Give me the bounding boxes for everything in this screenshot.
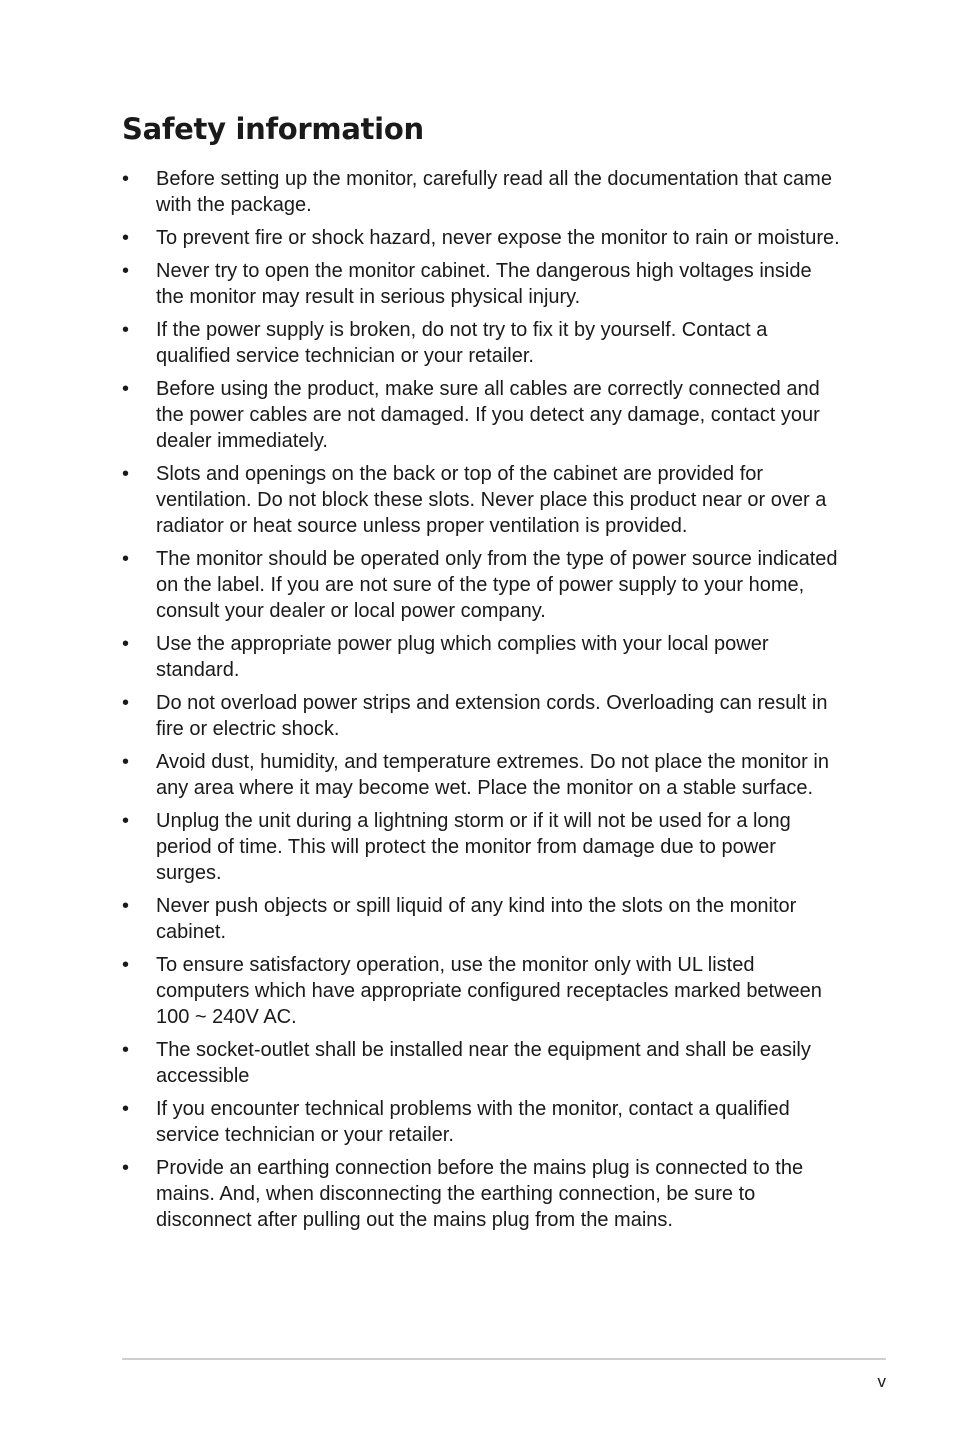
list-item-text: To ensure satisfactory operation, use the monitor only with UL listed computers which have appropriate configured receptacles marked between 100 ~ 240V AC. <box>156 954 822 1028</box>
bullet-icon: • <box>122 463 130 485</box>
list-item <box>122 1096 842 1148</box>
bullet-icon: • <box>122 227 130 249</box>
bullet-icon: • <box>122 633 130 655</box>
list-item-text: The socket-outlet shall be installed near the equipment and shall be easily accessible <box>156 1039 811 1087</box>
list-item-text: Do not overload power strips and extension cords. Overloading can result in fire or electric shock. <box>156 692 828 740</box>
list-item <box>122 317 842 369</box>
list-item-text: Before setting up the monitor, carefully read all the documentation that came with the package. <box>156 168 832 216</box>
list-item-text: Unplug the unit during a lightning storm or if it will not be used for a long period of time. This will protect the monitor from damage due to power surges. <box>156 810 791 884</box>
bullet-icon: • <box>122 810 130 832</box>
list-item-text: If you encounter technical problems with the monitor, contact a qualified service technician or your retailer. <box>156 1098 790 1146</box>
page-title: Safety information <box>122 112 424 146</box>
list-item <box>122 461 842 539</box>
list-item <box>122 893 842 945</box>
bullet-icon: • <box>122 1157 130 1179</box>
list-item-text: The monitor should be operated only from the type of power source indicated on the label. If you are not sure of the type of power supply to your home, consult your dealer or local power company. <box>156 548 838 622</box>
list-item <box>122 631 842 683</box>
list-item <box>122 690 842 742</box>
bullet-icon: • <box>122 1098 130 1120</box>
bullet-icon: • <box>122 260 130 282</box>
list-item <box>122 952 842 1030</box>
bullet-icon: • <box>122 692 130 714</box>
list-item-text: Use the appropriate power plug which complies with your local power standard. <box>156 633 769 681</box>
list-item-text: Avoid dust, humidity, and temperature extremes. Do not place the monitor in any area where it may become wet. Place the monitor on a stable surface. <box>156 751 829 799</box>
list-item <box>122 225 842 251</box>
list-item-text: If the power supply is broken, do not try to fix it by yourself. Contact a qualified service technician or your retailer. <box>156 319 768 367</box>
list-item <box>122 749 842 801</box>
list-item <box>122 376 842 454</box>
bullet-icon: • <box>122 378 130 400</box>
list-item <box>122 166 842 218</box>
list-item <box>122 808 842 886</box>
list-item <box>122 258 842 310</box>
page-number: v <box>877 1372 886 1391</box>
list-item-text: Provide an earthing connection before the mains plug is connected to the mains. And, when disconnecting the earthing connection, be sure to disconnect after pulling out the mains plug from the mains. <box>156 1157 804 1231</box>
list-item-text: Never try to open the monitor cabinet. The dangerous high voltages inside the monitor may result in serious physical injury. <box>156 260 812 308</box>
bullet-icon: • <box>122 168 130 190</box>
list-item-text: Never push objects or spill liquid of any kind into the slots on the monitor cabinet. <box>156 895 797 943</box>
footer-divider <box>122 1358 886 1360</box>
bullet-icon: • <box>122 1039 130 1061</box>
list-item-text: To prevent fire or shock hazard, never expose the monitor to rain or moisture. <box>156 227 840 249</box>
list-item-text: Before using the product, make sure all cables are correctly connected and the power cables are not damaged. If you detect any damage, contact your dealer immediately. <box>156 378 820 452</box>
list-item <box>122 1037 842 1089</box>
list-item-text: Slots and openings on the back or top of the cabinet are provided for ventilation. Do not block these slots. Never place this product near or over a radiator or heat source unless proper ventilation is provided. <box>156 463 827 537</box>
list-item <box>122 1155 842 1233</box>
bullet-icon: • <box>122 319 130 341</box>
bullet-icon: • <box>122 954 130 976</box>
bullet-icon: • <box>122 895 130 917</box>
safety-bullet-list <box>122 166 842 1240</box>
bullet-icon: • <box>122 751 130 773</box>
list-item <box>122 546 842 624</box>
bullet-icon: • <box>122 548 130 570</box>
